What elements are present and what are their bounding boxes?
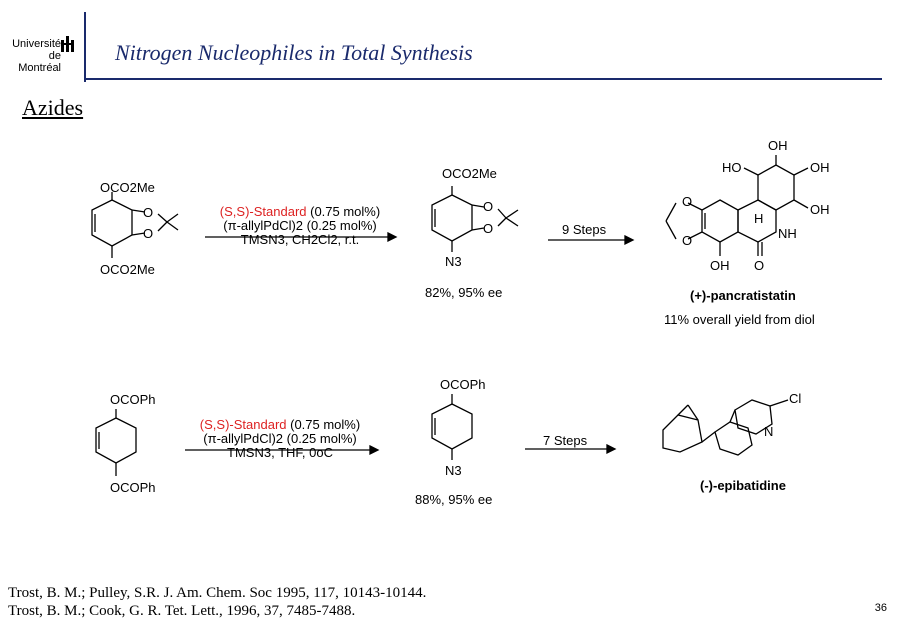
- sm1-ring: [92, 200, 132, 246]
- epibatidine-n: N: [764, 424, 774, 439]
- prod2-ring: [432, 404, 472, 449]
- logo-line-1: Université: [12, 38, 61, 50]
- scheme1-reagents: TMSN3, CH2Cl2, r.t.: [240, 232, 360, 247]
- prod1-o-bottom: O: [483, 221, 494, 236]
- epibatidine-bicycle: [663, 415, 702, 452]
- scheme2-ligand: (S,S)-Standard: [199, 417, 287, 432]
- sm1-o-bottom: O: [143, 226, 154, 241]
- pancratistatin-o1: O: [682, 194, 693, 209]
- pancratistatin-nh: NH: [778, 226, 797, 241]
- pancratistatin-arene: [702, 200, 738, 242]
- prod1-azide: N3: [445, 254, 462, 269]
- scheme1-pd-catalyst: (π-allylPdCl)2 (0.25 mol%): [223, 218, 377, 233]
- scheme2-steps: 7 Steps: [543, 433, 588, 448]
- scheme2-conditions: [190, 418, 370, 460]
- sm1-o-top: O: [143, 205, 154, 220]
- pancratistatin-oh-right: OH: [810, 160, 830, 175]
- scheme2-yield: 88%, 95% ee: [415, 492, 493, 507]
- logo-line-2: de Montréal: [18, 50, 61, 74]
- target2-name: (-)-epibatidine: [700, 478, 786, 493]
- pancratistatin-oh-lower: OH: [810, 202, 830, 217]
- pancratistatin-o2: O: [682, 233, 693, 248]
- scheme1-steps: 9 Steps: [562, 222, 607, 237]
- sm2-bottom-substituent: OCOPh: [110, 480, 156, 495]
- pyridine-ring: [715, 422, 752, 455]
- reference-2: Trost, B. M.; Cook, G. R. Tet. Lett., 1996, 37, 7485-7488.: [8, 603, 356, 619]
- scheme2-reagents: TMSN3, THF, 0oC: [227, 445, 333, 460]
- scheme1-conditions: [210, 205, 390, 247]
- prod1-top-substituent: OCO2Me: [442, 166, 497, 181]
- sm2-ring: [96, 418, 136, 463]
- scheme1-yield: 82%, 95% ee: [425, 285, 503, 300]
- scheme2-pd-catalyst: (π-allylPdCl)2 (0.25 mol%): [203, 431, 357, 446]
- scheme2-ligand-load: (0.75 mol%): [286, 417, 361, 432]
- pancratistatin-oh-top: OH: [768, 138, 788, 153]
- target1-name: (+)-pancratistatin: [690, 288, 796, 303]
- slide-title: Nitrogen Nucleophiles in Total Synthesis: [115, 40, 473, 65]
- pancratistatin-phenol-oh: OH: [710, 258, 730, 273]
- sm1-bottom-substituent: OCO2Me: [100, 262, 155, 277]
- page-number: 36: [874, 602, 887, 614]
- pancratistatin-carbonyl-o: O: [754, 258, 765, 273]
- target1-yield: 11% overall yield from diol: [664, 312, 815, 327]
- prod2-top-substituent: OCOPh: [440, 377, 486, 392]
- pancratistatin-ho-left: HO: [722, 160, 742, 175]
- prod2-azide: N3: [445, 463, 462, 478]
- sm2-top-substituent: OCOPh: [110, 392, 156, 407]
- section-heading: Azides: [22, 95, 84, 120]
- pancratistatin-h: H: [754, 211, 764, 226]
- prod1-o-top: O: [483, 199, 494, 214]
- scheme1-ligand-load: (0.75 mol%): [306, 204, 381, 219]
- reference-1: Trost, B. M.; Pulley, S.R. J. Am. Chem. Soc 1995, 117, 10143-10144.: [8, 585, 427, 601]
- scheme1-ligand: (S,S)-Standard: [219, 204, 307, 219]
- epibatidine-cl: Cl: [789, 391, 802, 406]
- sm1-top-substituent: OCO2Me: [100, 180, 155, 195]
- prod1-ring: [432, 195, 472, 241]
